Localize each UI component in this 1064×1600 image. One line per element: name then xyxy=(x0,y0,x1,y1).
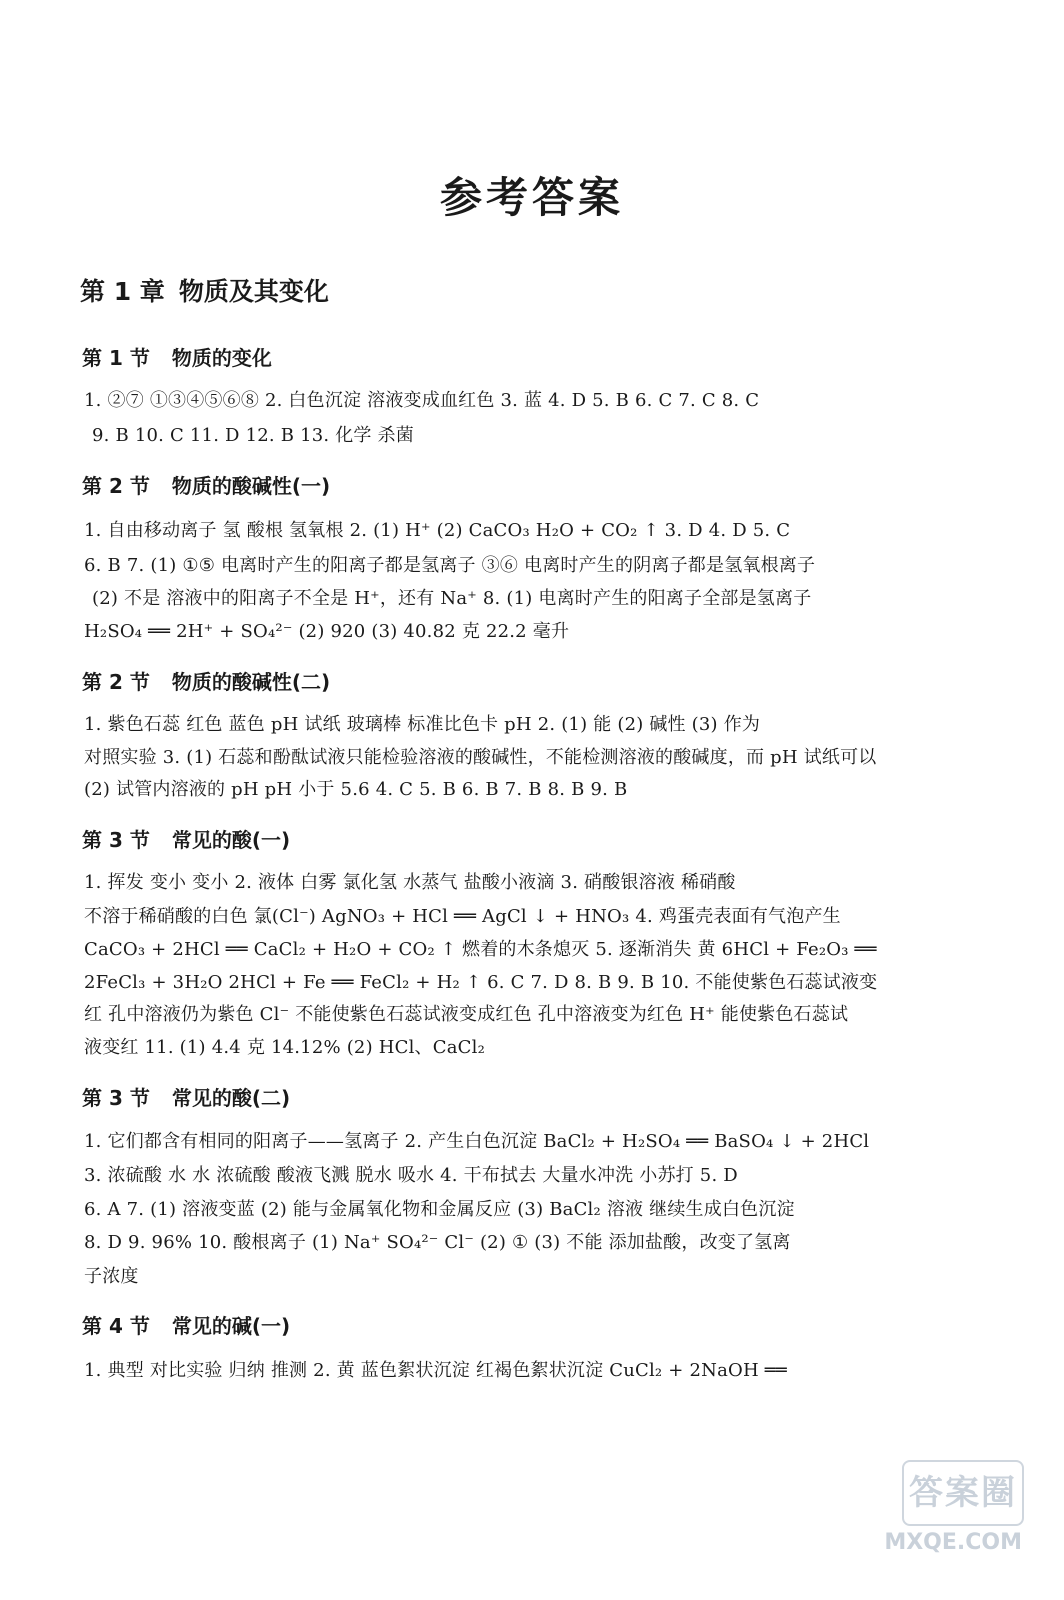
section-name: 常见的酸(一) xyxy=(171,828,291,852)
section-heading xyxy=(82,470,330,499)
section-name: 常见的碱(一) xyxy=(171,1314,291,1338)
watermark-text: 答案圈 xyxy=(902,1460,1024,1526)
answer-line: H₂SO₄ ══ 2H⁺ + SO₄²⁻ (2) 920 (3) 40.82 克 22.2 毫升 xyxy=(84,621,570,642)
answer-line: 9. B 10. C 11. D 12. B 13. 化学 杀菌 xyxy=(92,425,414,446)
watermark-logo xyxy=(884,1460,1024,1570)
answer-line: 1. 它们都含有相同的阳离子——氢离子 2. 产生白色沉淀 BaCl₂ + H₂SO₄ ══ BaSO₄ ↓ + 2HCl xyxy=(84,1131,870,1152)
page-title: 参考答案 xyxy=(439,173,624,222)
section-heading xyxy=(82,1082,290,1111)
answer-line: 不溶于稀硝酸的白色 氯(Cl⁻) AgNO₃ + HCl ══ AgCl ↓ + HNO₃ 4. 鸡蛋壳表面有气泡产生 xyxy=(84,906,841,927)
section-name: 常见的酸(二) xyxy=(171,1086,291,1110)
answer-line: 1. 紫色石蕊 红色 蓝色 pH 试纸 玻璃棒 标准比色卡 pH 2. (1) 能 (2) 碱性 (3) 作为 xyxy=(84,714,761,735)
chapter-name: 物质及其变化 xyxy=(178,277,329,306)
section-name: 物质的酸碱性(二) xyxy=(171,670,331,694)
section-name: 物质的酸碱性(一) xyxy=(171,474,331,498)
answer-line: (2) 不是 溶液中的阳离子不全是 H⁺，还有 Na⁺ 8. (1) 电离时产生的阳离子全部是氢离子 xyxy=(92,588,812,609)
answer-line: 2FeCl₃ + 3H₂O 2HCl + Fe ══ FeCl₂ + H₂ ↑ 6. C 7. D 8. B 9. B 10. 不能使紫色石蕊试液变 xyxy=(84,972,878,993)
section-number: 第 3 节 xyxy=(82,1086,150,1110)
chapter-heading xyxy=(80,272,343,308)
answer-line: 6. A 7. (1) 溶液变蓝 (2) 能与金属氧化物和金属反应 (3) BaCl₂ 溶液 继续生成白色沉淀 xyxy=(84,1199,795,1220)
section-heading xyxy=(82,342,272,371)
answer-line: 1. 自由移动离子 氢 酸根 氢氧根 2. (1) H⁺ (2) CaCO₃ H₂O + CO₂ ↑ 3. D 4. D 5. C xyxy=(84,520,791,541)
answer-line: 6. B 7. (1) ①⑤ 电离时产生的阳离子都是氢离子 ③⑥ 电离时产生的阴离子都是氢氧根离子 xyxy=(84,555,816,576)
section-heading xyxy=(82,824,290,853)
section-number: 第 2 节 xyxy=(82,474,150,498)
answer-line: 1. 典型 对比实验 归纳 推测 2. 黄 蓝色絮状沉淀 红褐色絮状沉淀 CuCl₂ + 2NaOH ══ xyxy=(84,1360,787,1381)
section-number: 第 4 节 xyxy=(82,1314,150,1338)
section-number: 第 2 节 xyxy=(82,670,150,694)
answer-line: 1. ②⑦ ①③④⑤⑥⑧ 2. 白色沉淀 溶液变成血红色 3. 蓝 4. D 5. B 6. C 7. C 8. C xyxy=(84,390,760,411)
answer-line: 液变红 11. (1) 4.4 克 14.12% (2) HCl、CaCl₂ xyxy=(84,1037,486,1058)
answer-line: 子浓度 xyxy=(84,1266,139,1287)
section-number: 第 3 节 xyxy=(82,828,150,852)
answer-line: 对照实验 3. (1) 石蕊和酚酞试液只能检验溶液的酸碱性，不能检测溶液的酸碱度，而 pH 试纸可以 xyxy=(84,747,877,768)
section-name: 物质的变化 xyxy=(171,346,272,370)
answer-line: CaCO₃ + 2HCl ══ CaCl₂ + H₂O + CO₂ ↑ 燃着的木条熄灭 5. 逐渐消失 黄 6HCl + Fe₂O₃ ══ xyxy=(84,939,877,960)
chapter-number: 第 1 章 xyxy=(80,277,165,306)
answer-line: (2) 试管内溶液的 pH pH 小于 5.6 4. C 5. B 6. B 7. B 8. B 9. B xyxy=(84,779,628,800)
section-heading xyxy=(82,1310,290,1339)
watermark-url: MXQE.COM xyxy=(884,1530,1022,1555)
answer-line: 8. D 9. 96% 10. 酸根离子 (1) Na⁺ SO₄²⁻ Cl⁻ (2) ① (3) 不能 添加盐酸，改变了氢离 xyxy=(84,1232,791,1253)
answer-line: 红 孔中溶液仍为紫色 Cl⁻ 不能使紫色石蕊试液变成红色 孔中溶液变为红色 H⁺ 能使紫色石蕊试 xyxy=(84,1004,849,1025)
answer-line: 1. 挥发 变小 变小 2. 液体 白雾 氯化氢 水蒸气 盐酸小液滴 3. 硝酸银溶液 稀硝酸 xyxy=(84,872,736,893)
section-number: 第 1 节 xyxy=(82,346,150,370)
section-heading xyxy=(82,666,330,695)
answer-line: 3. 浓硫酸 水 水 浓硫酸 酸液飞溅 脱水 吸水 4. 干布拭去 大量水冲洗 小苏打 5. D xyxy=(84,1165,738,1186)
